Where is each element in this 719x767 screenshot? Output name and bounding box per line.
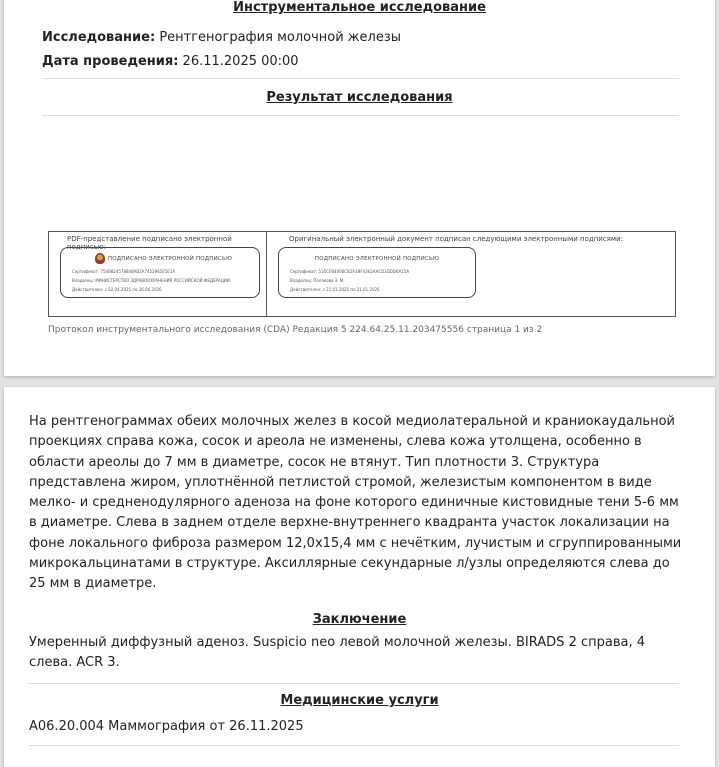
conclusion-text: Умеренный диффузный аденоз. Suspicio neo левой молочной железы. BIRADS 2 справа, 4 слева. ACR 3. — [29, 635, 645, 671]
study-row — [42, 30, 401, 45]
stamp-validity: Действителен: с 02.04.2025 по 26.06.2026 — [72, 287, 162, 292]
signature-heading: Оригинальный электронный документ подписан следующими электронными подписями: — [289, 235, 624, 243]
services-heading: Медицинские услуги — [280, 693, 439, 708]
stamp-title: ПОДПИСАНО ЭЛЕКТРОННОЙ ПОДПИСЬЮ — [107, 256, 233, 262]
divider — [42, 115, 679, 116]
conclusion-heading: Заключение — [312, 612, 407, 627]
date-label: Дата проведения: — [42, 54, 179, 69]
signature-stamp — [60, 247, 260, 298]
service-item: A06.20.004 Маммография от 26.11.2025 — [29, 719, 304, 734]
findings-text: На рентгенограммах обеих молочных желез в косой медиолатеральной и краниокаудальной проекциях справа кожа, сосок и ареола не изменены, слева кожа утолщена, особенно в области ареолы до 7 мм в диаметре, сосок не втянут. Тип плотности 3. Структура представлена жиром, уплотнённой петлистой стромой, железистым компонентом в виде мелко- и средненодулярного аденоза на фоне которого единичные кистовидные тени 5-6 мм в диаметре. Слева в заднем отделе верхне-внутреннего квадранта участок локализации на фоне локального фиброза размером 12,0х15,4 мм с нечётким, лучистым и сгруппированными микрокальцинатами в структуре. Аксиллярные секундарные л/узлы определяются слева до 25 мм в диаметре. — [29, 414, 682, 592]
document-page-2 — [4, 387, 715, 767]
document-title: Инструментальное исследование — [233, 0, 486, 15]
divider — [29, 683, 679, 684]
date-value: 26.11.2025 00:00 — [182, 54, 299, 69]
stamp-certificate: Сертификат: 535CFB4006CB2A3BF4362AACD3DDD6A15A — [290, 269, 410, 274]
stamp-owner: Владелец: Полякова З. М. — [290, 278, 345, 283]
divider — [42, 78, 679, 79]
date-row — [42, 54, 299, 69]
signature-table — [48, 231, 676, 317]
stamp-validity: Действителен: с 21.01.2025 по 21.01.2026 — [290, 287, 380, 292]
stamp-title: ПОДПИСАНО ЭЛЕКТРОННОЙ ПОДПИСЬЮ — [314, 256, 440, 262]
divider — [29, 745, 679, 746]
document-page-1 — [4, 0, 715, 376]
coat-of-arms-icon — [95, 253, 105, 264]
signature-stamp — [278, 247, 476, 298]
stamp-certificate: Сертификат: 7548824578848AB2A7452965E5E1A — [72, 269, 176, 274]
study-value: Рентгенография молочной железы — [159, 30, 401, 45]
stamp-owner: Владелец: МИНИСТЕРСТВО ЗДРАВООХРАНЕНИЯ РОССИЙСКОЙ ФЕДЕРАЦИИ — [72, 278, 230, 283]
page-footer: Протокол инструментального исследования (CDA) Редакция 5 224.64.25.11.203475556 страница 1 из 2 — [48, 325, 543, 335]
study-label: Исследование: — [42, 30, 156, 45]
signature-cell-original — [267, 232, 675, 316]
signature-cell-pdf — [49, 232, 267, 316]
signature-heading: PDF-представление подписано электронной подписью: — [67, 235, 232, 251]
result-heading: Результат исследования — [266, 90, 453, 105]
